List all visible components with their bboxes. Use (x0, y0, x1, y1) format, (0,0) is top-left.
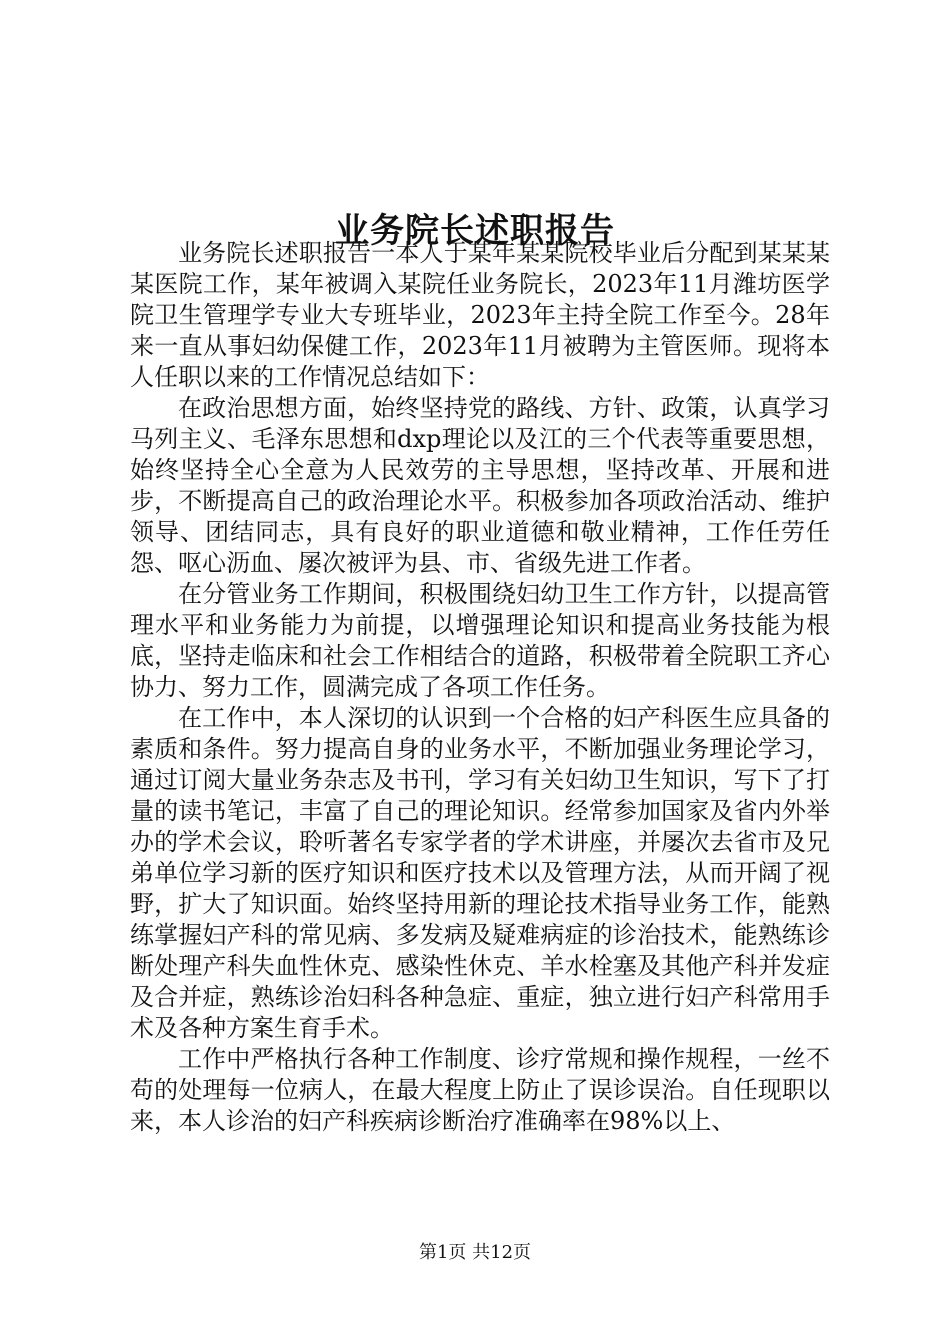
current-page-number: 第1页 (418, 1242, 467, 1263)
document-body (130, 238, 830, 1137)
page-footer (0, 1241, 950, 1265)
total-page-count: 共12页 (472, 1242, 532, 1263)
paragraph-management: 在分管业务工作期间，积极围绕妇幼卫生工作方针，以提高管理水平和业务能力为前提，以增强理论知识和提高业务技能为根底，坚持走临床和社会工作相结合的道路，积极带着全院职工齐心协力、努力工作，圆满完成了各项工作任务。 (130, 580, 830, 701)
paragraph-political: 在政治思想方面，始终坚持党的路线、方针、政策，认真学习马列主义、毛泽东思想和dxp理论以及江的三个代表等重要思想，始终坚持全心全意为人民效劳的主导思想，坚持改革、开展和进步，不断提高自己的政治理论水平。积极参加各项政治活动、维护领导、团结同志，具有良好的职业道德和敬业精神，工作任劳任怨、呕心沥血、屡次被评为县、市、省级先进工作者。 (130, 394, 830, 577)
paragraph-professional: 在工作中，本人深切的认识到一个合格的妇产科医生应具备的素质和条件。努力提高自身的业务水平，不断加强业务理论学习，通过订阅大量业务杂志及书刊，学习有关妇幼卫生知识，写下了打量的读书笔记，丰富了自己的理论知识。经常参加国家及省内外举办的学术会议，聆听著名专家学者的学术讲座，并屡次去省市及兄弟单位学习新的医疗知识和医疗技术以及管理方法，从而开阔了视野，扩大了知识面。始终坚持用新的理论技术指导业务工作，能熟练掌握妇产科的常见病、多发病及疑难病症的诊治技术，能熟练诊断处理产科失血性休克、感染性休克、羊水栓塞及其他产科并发症及合并症，熟练诊治妇科各种急症、重症，独立进行妇产科常用手术及各种方案生育手术。 (130, 704, 830, 1042)
page-title: 业务院长述职报告 (335, 210, 615, 251)
paragraph-intro: 业务院长述职报告一本人于某年某某院校毕业后分配到某某某某医院工作，某年被调入某院任业务院长，2023年11月潍坊医学院卫生管理学专业大专班毕业，2023年主持全院工作至今。28年来一直从事妇幼保健工作，2023年11月被聘为主管医师。现将本人任职以来的工作情况总结如下： (130, 239, 830, 391)
paragraph-regulations: 工作中严格执行各种工作制度、诊疗常规和操作规程，一丝不苟的处理每一位病人，在最大程度上防止了误诊误治。自任现职以来，本人诊治的妇产科疾病诊断治疗准确率在98%以上、 (130, 1045, 830, 1135)
